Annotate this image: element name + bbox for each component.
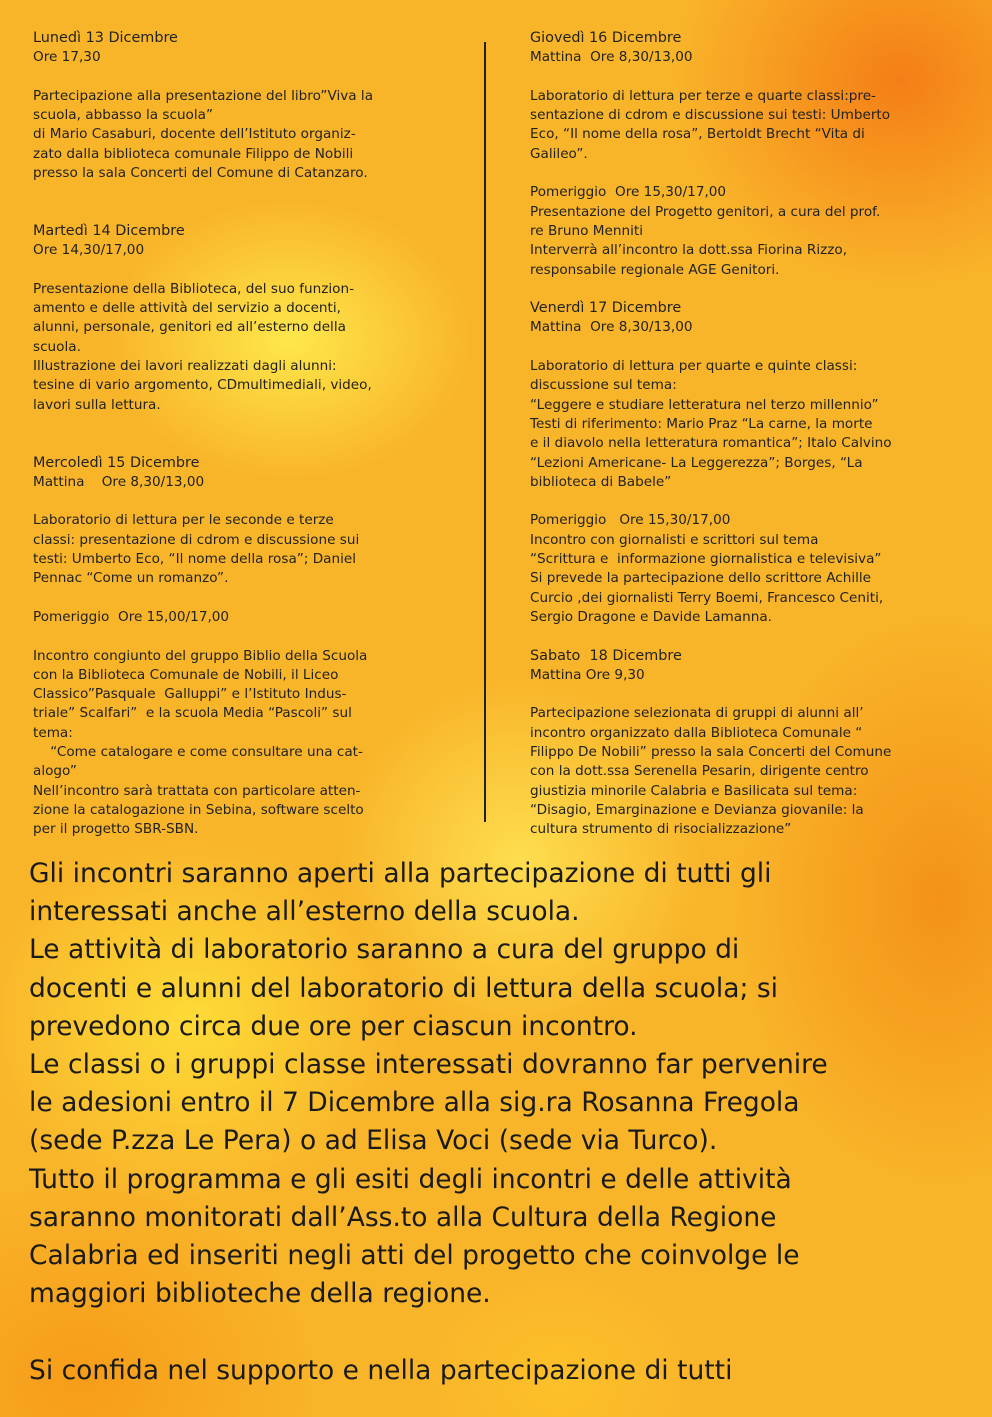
schedule-line <box>530 627 980 646</box>
day-block-tuesday <box>33 222 473 454</box>
schedule-line: scuola. <box>33 338 81 355</box>
schedule-line: biblioteca di Babele” <box>530 473 672 490</box>
schedule-right-column <box>530 29 980 839</box>
schedule-line: Testi di riferimento: Mario Praz “La carne, la morte <box>530 415 873 432</box>
schedule-line: triale” Scalfari” e la scuola Media “Pascoli” sul <box>33 705 352 722</box>
schedule-line: Curcio ,dei giornalisti Terry Boemi, Francesco Ceniti, <box>530 589 884 606</box>
schedule-line <box>33 434 473 453</box>
schedule-line: Mattina Ore 8,30/13,00 <box>33 473 205 490</box>
schedule-line: classi: presentazione di cdrom e discussione sui <box>33 531 360 548</box>
schedule-line: lavori sulla lettura. <box>33 396 161 413</box>
schedule-line: tema: <box>33 724 73 741</box>
schedule-line <box>33 492 473 511</box>
schedule-line: testi: Umberto Eco, “Il nome della rosa”; Daniel <box>33 551 357 568</box>
schedule-line <box>530 685 980 704</box>
schedule-line: Galileo”. <box>530 145 588 162</box>
schedule-line <box>530 164 980 183</box>
schedule-line: Pennac “Come un romanzo”. <box>33 570 229 587</box>
notice-line: Si confida nel supporto e nella partecipazione di tutti <box>29 1354 733 1386</box>
schedule-line <box>33 589 473 608</box>
notice-line: (sede P.zza Le Pera) o ad Elisa Voci (sede via Turco). <box>29 1125 718 1157</box>
schedule-line: zione la catalogazione in Sebina, software scelto <box>33 801 364 818</box>
notice-line: Le attività di laboratorio saranno a cura del gruppo di <box>29 934 740 966</box>
notice-line <box>29 1313 979 1351</box>
schedule-line: Presentazione della Biblioteca, del suo funzion- <box>33 280 354 297</box>
schedule-line: Pomeriggio Ore 15,30/17,00 <box>530 512 731 529</box>
notice-paragraph <box>29 855 979 1390</box>
day-title: Martedì 14 Dicembre <box>33 222 185 239</box>
schedule-line: scuola, abbasso la scuola” <box>33 107 214 124</box>
schedule-line: “Scrittura e informazione giornalistica e televisiva” <box>530 551 882 568</box>
column-divider <box>484 42 486 822</box>
schedule-line: tesine di vario argomento, CDmultimediali, video, <box>33 377 372 394</box>
schedule-line: Sergio Dragone e Davide Lamanna. <box>530 608 772 625</box>
day-title: Venerdì 17 Dicembre <box>530 300 682 317</box>
schedule-line: con la dott.ssa Serenella Pesarin, dirigente centro <box>530 763 869 780</box>
schedule-line: giustizia minorile Calabria e Basilicata sul tema: <box>530 782 858 799</box>
schedule-line <box>33 68 473 87</box>
schedule-line <box>33 415 473 434</box>
schedule-line: incontro organizzato dalla Biblioteca Comunale “ <box>530 724 863 741</box>
schedule-line <box>33 261 473 280</box>
schedule-line <box>530 280 980 299</box>
schedule-line <box>33 183 473 202</box>
schedule-line: amento e delle attività del servizio a docenti, <box>33 300 341 317</box>
notice-line: le adesioni entro il 7 Dicembre alla sig.ra Rosanna Fregola <box>29 1087 800 1119</box>
schedule-line: “Disagio, Emarginazione e Devianza giovanile: la <box>530 801 864 818</box>
day-block-saturday <box>530 647 980 840</box>
schedule-line: Pomeriggio Ore 15,00/17,00 <box>33 608 230 625</box>
schedule-line: alogo” <box>33 763 77 780</box>
schedule-line: Eco, “Il nome della rosa”, Bertoldt Brecht “Vita di <box>530 126 865 143</box>
schedule-line: sentazione di cdrom e discussione sui testi: Umberto <box>530 107 891 124</box>
schedule-line: Mattina Ore 9,30 <box>530 666 645 683</box>
schedule-line: per il progetto SBR-SBN. <box>33 821 199 838</box>
schedule-line: Laboratorio di lettura per terze e quarte classi:pre- <box>530 87 876 104</box>
schedule-line <box>33 627 473 646</box>
schedule-line: Incontro con giornalisti e scrittori sul tema <box>530 531 819 548</box>
day-block-monday <box>33 29 473 222</box>
schedule-line: presso la sala Concerti del Comune di Catanzaro. <box>33 165 368 182</box>
schedule-line: Interverrà all’incontro la dott.ssa Fiorina Rizzo, <box>530 242 848 259</box>
schedule-line: Mattina Ore 8,30/13,00 <box>530 49 693 66</box>
schedule-line: “Lezioni Americane- La Leggerezza”; Borges, “La <box>530 454 863 471</box>
schedule-line <box>530 492 980 511</box>
schedule-line: di Mario Casaburi, docente dell’Istituto organiz- <box>33 126 356 143</box>
schedule-line: Incontro congiunto del gruppo Biblio della Scuola <box>33 647 368 664</box>
schedule-line: Laboratorio di lettura per le seconde e terze <box>33 512 334 529</box>
schedule-line: Laboratorio di lettura per quarte e quinte classi: <box>530 358 858 375</box>
schedule-line <box>530 338 980 357</box>
schedule-line: Presentazione del Progetto genitori, a cura del prof. <box>530 203 881 220</box>
schedule-left-column <box>33 29 473 839</box>
day-title: Mercoledì 15 Dicembre <box>33 454 200 471</box>
schedule-line: zato dalla biblioteca comunale Filippo de Nobili <box>33 145 354 162</box>
notice-line: prevedono circa due ore per ciascun incontro. <box>29 1010 638 1042</box>
schedule-line: re Bruno Menniti <box>530 222 643 239</box>
day-block-wednesday <box>33 454 473 840</box>
schedule-line: alunni, personale, genitori ed all’esterno della <box>33 319 346 336</box>
schedule-line: Illustrazione dei lavori realizzati dagli alunni: <box>33 358 337 375</box>
schedule-line: Ore 17,30 <box>33 49 101 66</box>
day-block-thursday <box>530 29 980 299</box>
schedule-line: Pomeriggio Ore 15,30/17,00 <box>530 184 727 201</box>
schedule-line: cultura strumento di risocializzazione” <box>530 821 792 838</box>
notice-line: Le classi o i gruppi classe interessati dovranno far pervenire <box>29 1049 828 1081</box>
schedule-line: Nell’incontro sarà trattata con particolare atten- <box>33 782 361 799</box>
notice-line: saranno monitorati dall’Ass.to alla Cultura della Regione <box>29 1201 777 1233</box>
schedule-line <box>530 68 980 87</box>
schedule-line: Classico”Pasquale Galluppi” e l’Istituto Indus- <box>33 686 347 703</box>
schedule-line: Partecipazione selezionata di gruppi di alunni all’ <box>530 705 864 722</box>
day-title: Lunedì 13 Dicembre <box>33 30 178 46</box>
schedule-line: con la Biblioteca Comunale de Nobili, il Liceo <box>33 666 339 683</box>
schedule-line: responsabile regionale AGE Genitori. <box>530 261 780 278</box>
day-block-friday <box>530 299 980 646</box>
schedule-line: Si prevede la partecipazione dello scrittore Achille <box>530 570 872 587</box>
day-title: Sabato 18 Dicembre <box>530 647 682 664</box>
notice-line: maggiori biblioteche della regione. <box>29 1278 491 1310</box>
schedule-line: Ore 14,30/17,00 <box>33 242 145 259</box>
schedule-line: “Leggere e studiare letteratura nel terzo millennio” <box>530 396 879 413</box>
schedule-line: Filippo De Nobili” presso la sala Concerti del Comune <box>530 743 892 760</box>
schedule-line: e il diavolo nella letteratura romantica”; Italo Calvino <box>530 435 892 452</box>
notice-line: Tutto il programma e gli esiti degli incontri e delle attività <box>29 1163 792 1195</box>
notice-line: Gli incontri saranno aperti alla partecipazione di tutti gli <box>29 858 772 889</box>
schedule-line: discussione sul tema: <box>530 377 677 394</box>
day-title: Giovedì 16 Dicembre <box>530 30 682 46</box>
schedule-line: Mattina Ore 8,30/13,00 <box>530 319 693 336</box>
notice-line: Calabria ed inseriti negli atti del progetto che coinvolge le <box>29 1240 800 1272</box>
schedule-line <box>33 203 473 222</box>
notice-line: docenti e alunni del laboratorio di lettura della scuola; si <box>29 972 778 1004</box>
notice-line: interessati anche all’esterno della scuola. <box>29 896 580 928</box>
schedule-line: Partecipazione alla presentazione del libro”Viva la <box>33 87 374 104</box>
schedule-line: “Come catalogare e come consultare una cat- <box>33 743 363 760</box>
